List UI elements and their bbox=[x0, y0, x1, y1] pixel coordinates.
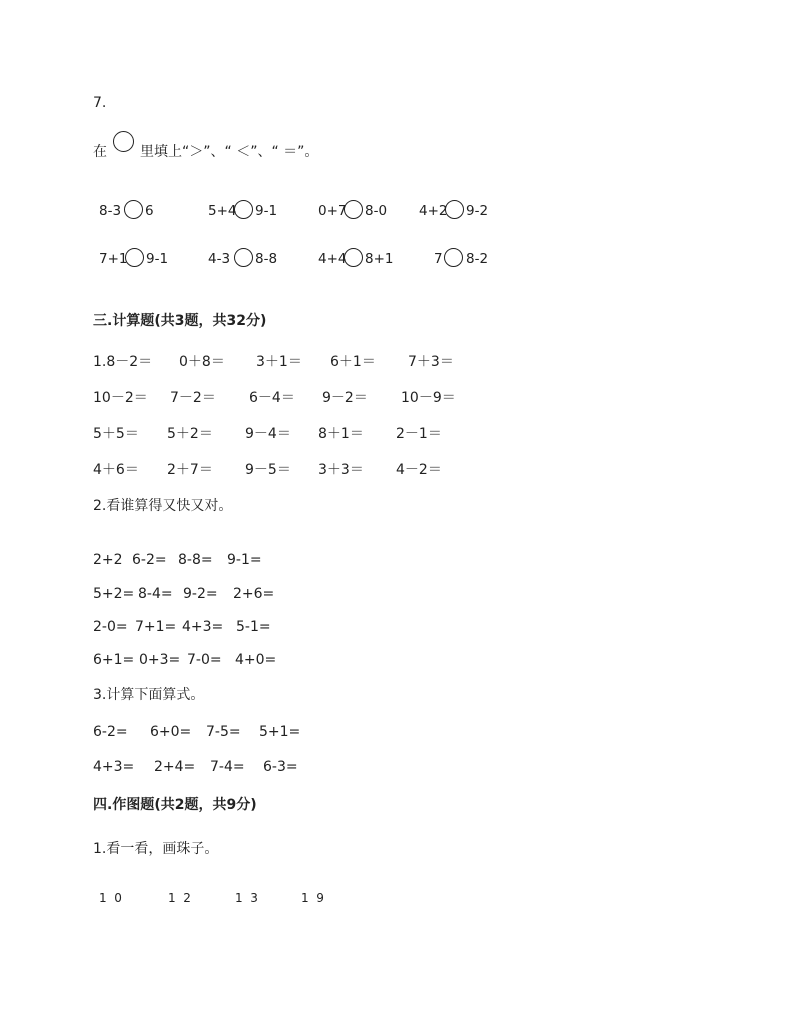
calc-item: 1.8－2＝ bbox=[93, 354, 153, 370]
calc-item: 6-2= bbox=[93, 724, 128, 740]
compare-left: 7+1 bbox=[99, 251, 128, 267]
calc-item: 6＋1＝ bbox=[330, 354, 376, 370]
calc-item: 0+3= bbox=[139, 652, 181, 668]
calc-item: 4+3= bbox=[93, 759, 135, 775]
compare-circle-input[interactable] bbox=[234, 200, 253, 219]
question-title: 1.看一看，画珠子。 bbox=[93, 841, 219, 857]
compare-row-2 bbox=[0, 246, 794, 272]
instruction-text: 里填上“＞”、“ ＜”、“ ＝”。 bbox=[140, 144, 319, 160]
calc-item: 5+2= bbox=[93, 586, 135, 602]
bead-number: 1 2 bbox=[168, 891, 191, 905]
compare-circle-input[interactable] bbox=[344, 248, 363, 267]
calc-item: 7＋3＝ bbox=[408, 354, 454, 370]
calc-item: 2+2 bbox=[93, 552, 123, 568]
bead-number: 1 3 bbox=[235, 891, 258, 905]
compare-right: 8-2 bbox=[466, 251, 489, 267]
question-title: 3.计算下面算式。 bbox=[93, 687, 205, 703]
compare-right: 8+1 bbox=[365, 251, 394, 267]
compare-circle-input[interactable] bbox=[445, 200, 464, 219]
compare-left: 4-3 bbox=[208, 251, 231, 267]
compare-circle-input[interactable] bbox=[234, 248, 253, 267]
question-number: 7. bbox=[93, 95, 107, 111]
calc-item: 10－9＝ bbox=[401, 390, 456, 406]
calc-item: 10－2＝ bbox=[93, 390, 148, 406]
compare-right: 9-1 bbox=[255, 203, 278, 219]
calc-item: 6-3= bbox=[263, 759, 298, 775]
compare-right: 9-2 bbox=[466, 203, 489, 219]
calc-item: 6+1= bbox=[93, 652, 135, 668]
bead-number: 1 0 bbox=[99, 891, 122, 905]
calc-item: 6+0= bbox=[150, 724, 192, 740]
calc-item: 2+6= bbox=[233, 586, 275, 602]
calc-item: 7-4= bbox=[210, 759, 245, 775]
calc-item: 6－4＝ bbox=[249, 390, 295, 406]
calc-item: 3＋3＝ bbox=[318, 462, 364, 478]
calc-item: 2-0= bbox=[93, 619, 128, 635]
calc-item: 8＋1＝ bbox=[318, 426, 364, 442]
calc-item: 0＋8＝ bbox=[179, 354, 225, 370]
calc-item: 7-0= bbox=[187, 652, 222, 668]
compare-right: 8-8 bbox=[255, 251, 278, 267]
section-title: 四.作图题(共2题，共9分) bbox=[93, 797, 257, 813]
compare-circle-input[interactable] bbox=[125, 248, 144, 267]
calc-item: 3＋1＝ bbox=[256, 354, 302, 370]
compare-left: 4+2 bbox=[419, 203, 448, 219]
calc-item: 5＋2＝ bbox=[167, 426, 213, 442]
compare-left: 0+7 bbox=[318, 203, 347, 219]
calc-item: 4－2＝ bbox=[396, 462, 442, 478]
calc-item: 8-8= bbox=[178, 552, 213, 568]
compare-circle-input[interactable] bbox=[344, 200, 363, 219]
calc-item: 9-1= bbox=[227, 552, 262, 568]
compare-circle-input[interactable] bbox=[124, 200, 143, 219]
calc-item: 5＋5＝ bbox=[93, 426, 139, 442]
calc-item: 2+4= bbox=[154, 759, 196, 775]
calc-item: 8-4= bbox=[138, 586, 173, 602]
compare-left: 5+4 bbox=[208, 203, 237, 219]
compare-left: 4+4 bbox=[318, 251, 347, 267]
calc-item: 7－2＝ bbox=[170, 390, 216, 406]
calc-item: 7-5= bbox=[206, 724, 241, 740]
compare-right: 9-1 bbox=[146, 251, 169, 267]
compare-left: 8-3 bbox=[99, 203, 122, 219]
compare-right: 6 bbox=[145, 203, 154, 219]
compare-row-1 bbox=[0, 198, 794, 224]
calc-item: 2－1＝ bbox=[396, 426, 442, 442]
calc-item: 9-2= bbox=[183, 586, 218, 602]
instruction-prefix: 在 bbox=[93, 144, 107, 160]
calc-item: 4+3= bbox=[182, 619, 224, 635]
compare-left: 7 bbox=[434, 251, 443, 267]
calc-item: 9－4＝ bbox=[245, 426, 291, 442]
calc-item: 4+0= bbox=[235, 652, 277, 668]
question-title: 2.看谁算得又快又对。 bbox=[93, 498, 233, 514]
calc-item: 5+1= bbox=[259, 724, 301, 740]
compare-right: 8-0 bbox=[365, 203, 388, 219]
calc-item: 9－2＝ bbox=[322, 390, 368, 406]
bead-number: 1 9 bbox=[301, 891, 324, 905]
calc-item: 7+1= bbox=[135, 619, 177, 635]
blank-circle-icon bbox=[113, 131, 134, 152]
calc-item: 2＋7＝ bbox=[167, 462, 213, 478]
section-title: 三.计算题(共3题，共32分) bbox=[93, 313, 267, 329]
compare-circle-input[interactable] bbox=[444, 248, 463, 267]
calc-item: 4＋6＝ bbox=[93, 462, 139, 478]
calc-item: 6-2= bbox=[132, 552, 167, 568]
calc-item: 9－5＝ bbox=[245, 462, 291, 478]
calc-item: 5-1= bbox=[236, 619, 271, 635]
